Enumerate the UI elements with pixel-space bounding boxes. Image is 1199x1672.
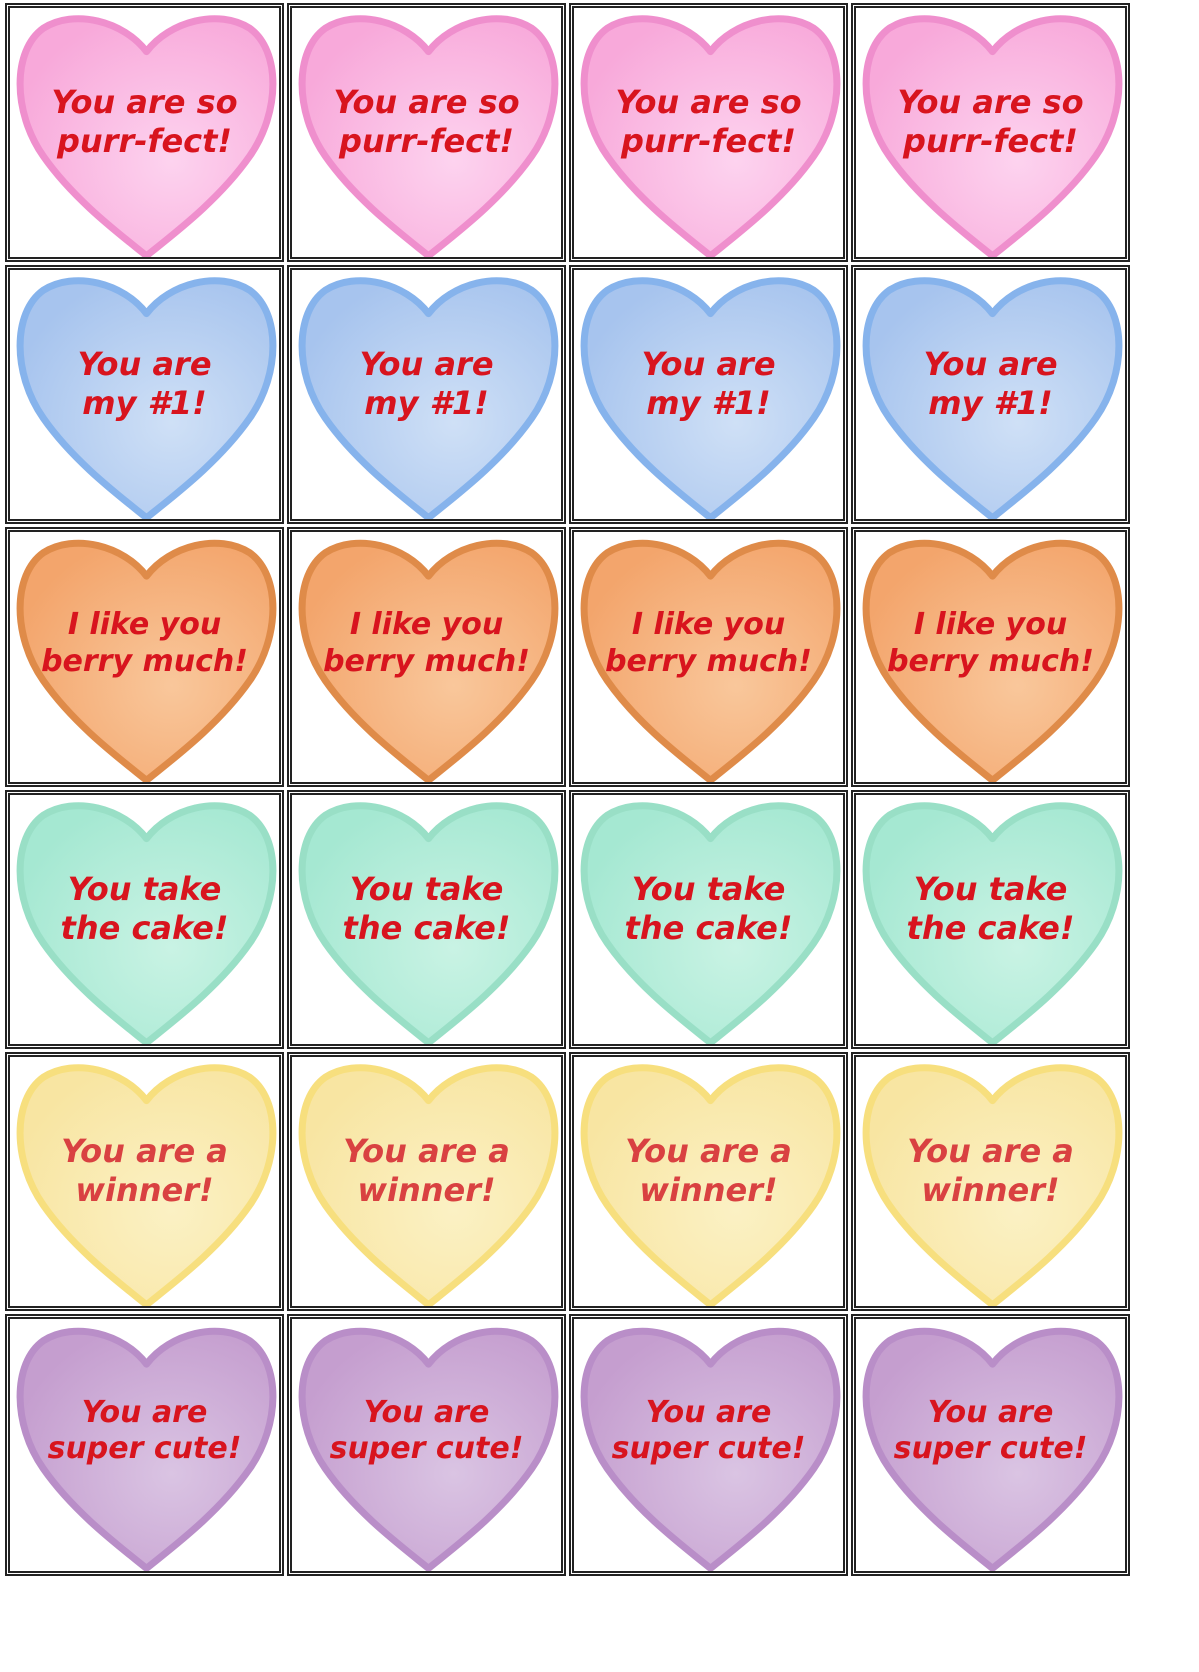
- heart-card: [851, 265, 1130, 524]
- heart-card: [5, 1052, 284, 1311]
- heart-message: You are a winner!: [907, 1131, 1074, 1209]
- heart-card: [851, 1314, 1130, 1576]
- heart-message: I like you berry much!: [41, 607, 248, 679]
- heart-message: You are a winner!: [61, 1131, 228, 1209]
- heart-message: You take the cake!: [906, 869, 1075, 947]
- heart-card: [569, 265, 848, 524]
- heart-card: [5, 265, 284, 524]
- heart-message: I like you berry much!: [887, 607, 1094, 679]
- heart-message: You are so purr-fect!: [333, 82, 520, 160]
- heart-message: You are a winner!: [343, 1131, 510, 1209]
- heart-card: [287, 1052, 566, 1311]
- heart-card: [569, 790, 848, 1049]
- heart-message: You take the cake!: [624, 869, 793, 947]
- heart-message: You are super cute!: [893, 1394, 1088, 1467]
- heart-message: You are so purr-fect!: [615, 82, 802, 160]
- heart-card: [287, 527, 566, 787]
- heart-message: You take the cake!: [60, 869, 229, 947]
- heart-message: You are my #1!: [359, 344, 494, 422]
- heart-card: [851, 790, 1130, 1049]
- heart-card: [5, 790, 284, 1049]
- heart-card: [569, 527, 848, 787]
- heart-message: You take the cake!: [342, 869, 511, 947]
- heart-message: You are a winner!: [625, 1131, 792, 1209]
- heart-card: [569, 1052, 848, 1311]
- heart-card: [287, 790, 566, 1049]
- heart-card: [287, 265, 566, 524]
- heart-card: [569, 1314, 848, 1576]
- heart-message: You are my #1!: [641, 344, 776, 422]
- heart-card: [851, 1052, 1130, 1311]
- heart-message: You are my #1!: [77, 344, 212, 422]
- heart-message: I like you berry much!: [323, 607, 530, 679]
- heart-message: You are my #1!: [923, 344, 1058, 422]
- heart-card: [5, 527, 284, 787]
- heart-card: [5, 1314, 284, 1576]
- heart-card: [287, 1314, 566, 1576]
- heart-message: I like you berry much!: [605, 607, 812, 679]
- heart-message: You are super cute!: [47, 1394, 242, 1467]
- heart-message: You are so purr-fect!: [51, 82, 238, 160]
- heart-card: [851, 3, 1130, 262]
- heart-card: [287, 3, 566, 262]
- heart-message: You are super cute!: [611, 1394, 806, 1467]
- heart-message: You are super cute!: [329, 1394, 524, 1467]
- heart-card: [851, 527, 1130, 787]
- heart-card: [569, 3, 848, 262]
- heart-card: [5, 3, 284, 262]
- heart-message: You are so purr-fect!: [897, 82, 1084, 160]
